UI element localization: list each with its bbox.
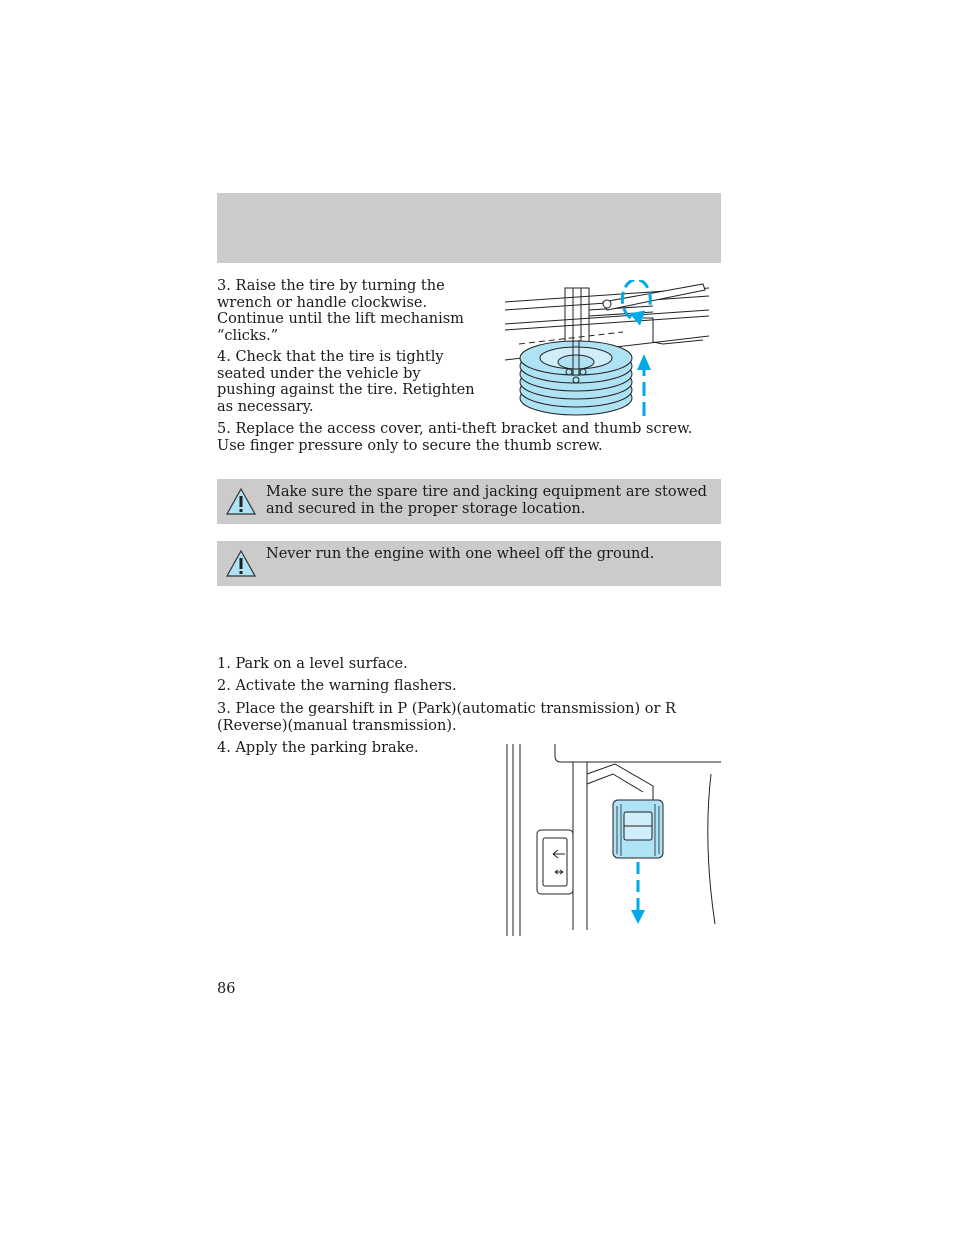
step-parking-brake: 4. Apply the parking brake. [217,740,419,756]
step-park-level: 1. Park on a level surface. [217,656,408,672]
warning-text-stow: Make sure the spare tire and jacking equipment are stowed and secured in the proper storage location. [266,484,707,517]
warning-box-engine [217,541,721,586]
step-gearshift: 3. Place the gearshift in P (Park)(automatic transmission) or R (Reverse)(manual transmission). [217,701,676,734]
step-warning-flashers: 2. Activate the warning flashers. [217,678,457,694]
parking-brake-illustration [503,744,721,936]
spare-tire-lift-illustration [503,280,711,420]
warning-text-engine: Never run the engine with one wheel off the ground. [266,546,655,562]
warning-triangle-icon [225,549,257,579]
warning-box-stow [217,479,721,524]
step-raise-tire: 3. Raise the tire by turning the wrench or handle clockwise. Continue until the lift mechanism “clicks.” [217,278,464,344]
page-number: 86 [217,981,236,997]
warning-triangle-icon [225,487,257,517]
section-header-band [217,193,721,263]
step-replace-cover: 5. Replace the access cover, anti-theft bracket and thumb screw. Use finger pressure only to secure the thumb screw. [217,421,693,454]
step-check-tire: 4. Check that the tire is tightly seated under the vehicle by pushing against the tire. Retighten as necessary. [217,349,475,415]
